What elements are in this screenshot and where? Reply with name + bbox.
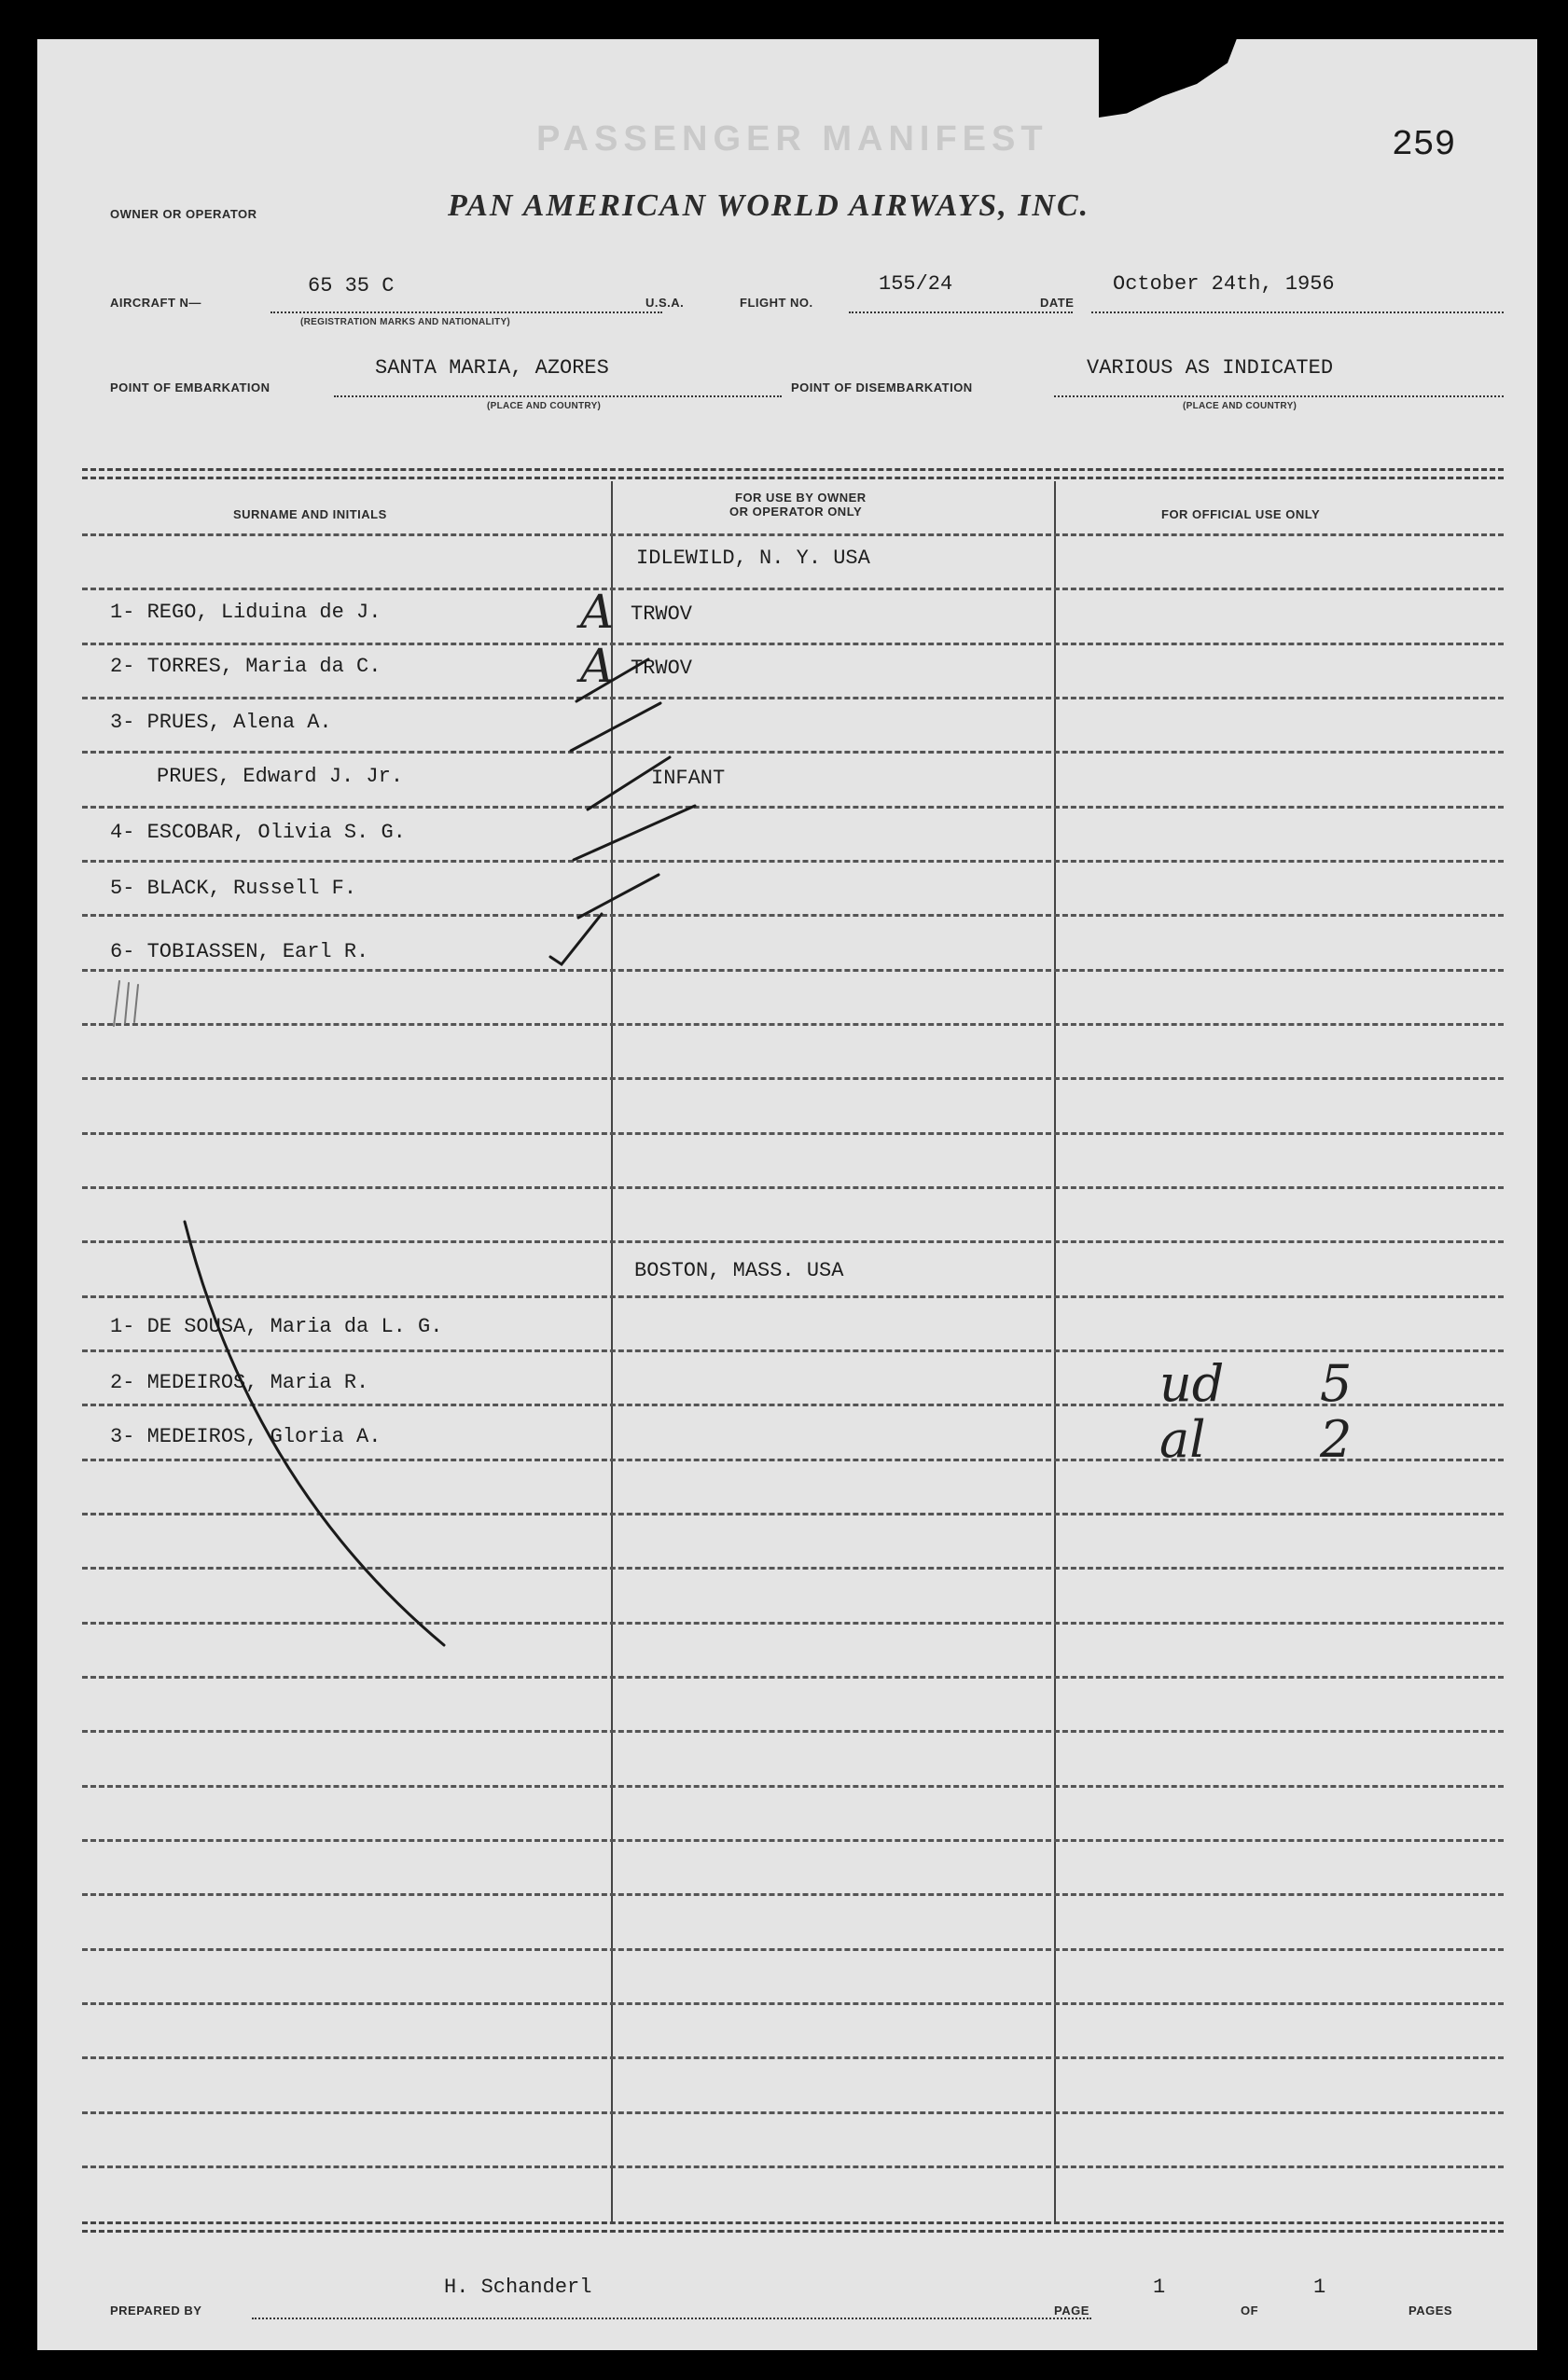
embark-value: SANTA MARIA, AZORES — [375, 356, 609, 380]
aircraft-value: 65 35 C — [308, 274, 395, 298]
check-stroke — [588, 757, 670, 809]
check-stroke — [576, 659, 648, 701]
destination-heading: IDLEWILD, N. Y. USA — [636, 547, 870, 570]
passenger-name: PRUES, Edward J. Jr. — [157, 765, 404, 788]
page-label: PAGE — [1054, 2304, 1089, 2318]
handwritten-mark: A — [580, 639, 615, 693]
passenger-name: 2- MEDEIROS, Maria R. — [110, 1371, 369, 1394]
owner-label: OWNER OR OPERATOR — [110, 207, 257, 221]
owner-note: TRWOV — [631, 657, 693, 680]
passenger-name: 5- BLACK, Russell F. — [110, 877, 357, 900]
disembark-value: VARIOUS AS INDICATED — [1087, 356, 1334, 380]
passenger-name: 6- TOBIASSEN, Earl R. — [110, 940, 369, 963]
official-note-code: ud — [1159, 1354, 1225, 1413]
country-label: U.S.A. — [645, 296, 685, 310]
col-header-official: FOR OFFICIAL USE ONLY — [1161, 507, 1321, 521]
disembark-label: POINT OF DISEMBARKATION — [791, 381, 973, 394]
official-note-count: 2 — [1320, 1410, 1353, 1469]
check-stroke — [571, 703, 660, 751]
owner-note: INFANT — [651, 767, 726, 790]
handwritten-mark: A — [580, 585, 615, 639]
check-stroke — [578, 875, 659, 918]
owner-note: TRWOV — [631, 602, 693, 626]
strike-line — [185, 1222, 444, 1645]
date-value: October 24th, 1956 — [1113, 272, 1335, 296]
aircraft-label: AIRCRAFT N— — [110, 296, 201, 310]
aircraft-sublabel: (REGISTRATION MARKS AND NATIONALITY) — [300, 317, 511, 327]
passenger-name: 1- REGO, Liduina de J. — [110, 601, 382, 624]
official-note-code: al — [1159, 1410, 1206, 1469]
destination-heading: BOSTON, MASS. USA — [634, 1259, 844, 1282]
embark-label: POINT OF EMBARKATION — [110, 381, 271, 394]
check-mark — [550, 914, 602, 964]
passenger-name: 1- DE SOUSA, Maria da L. G. — [110, 1315, 443, 1338]
flight-value: 155/24 — [879, 272, 953, 296]
of-label: OF — [1241, 2304, 1259, 2318]
airline-name: PAN AMERICAN WORLD AIRWAYS, INC. — [448, 188, 1090, 223]
passenger-name: 4- ESCOBAR, Olivia S. G. — [110, 821, 406, 844]
manifest-sheet — [37, 39, 1537, 2350]
prepared-by-value: H. Schanderl — [444, 2276, 592, 2299]
form-title: PASSENGER MANIFEST — [536, 119, 1048, 159]
col-header-owner-1: FOR USE BY OWNER — [735, 491, 867, 505]
disembark-sublabel: (PLACE AND COUNTRY) — [1183, 401, 1297, 411]
of-value: 1 — [1313, 2276, 1326, 2299]
flight-label: FLIGHT NO. — [740, 296, 813, 310]
passenger-name: 3- PRUES, Alena A. — [110, 711, 332, 734]
pen-marks — [37, 39, 1537, 2350]
check-stroke — [574, 806, 695, 860]
stray-marks — [114, 981, 138, 1026]
sheet-number: 259 — [1392, 125, 1456, 165]
page-value: 1 — [1153, 2276, 1166, 2299]
passenger-name: 3- MEDEIROS, Gloria A. — [110, 1425, 382, 1448]
prepared-by-label: PREPARED BY — [110, 2304, 202, 2318]
official-note-count: 5 — [1320, 1354, 1353, 1413]
pages-label: PAGES — [1408, 2304, 1453, 2318]
passenger-name: 2- TORRES, Maria da C. — [110, 655, 382, 678]
date-label: DATE — [1040, 296, 1075, 310]
embark-sublabel: (PLACE AND COUNTRY) — [487, 401, 602, 411]
col-header-name: SURNAME AND INITIALS — [233, 507, 387, 521]
col-header-owner-2: OR OPERATOR ONLY — [729, 505, 863, 519]
